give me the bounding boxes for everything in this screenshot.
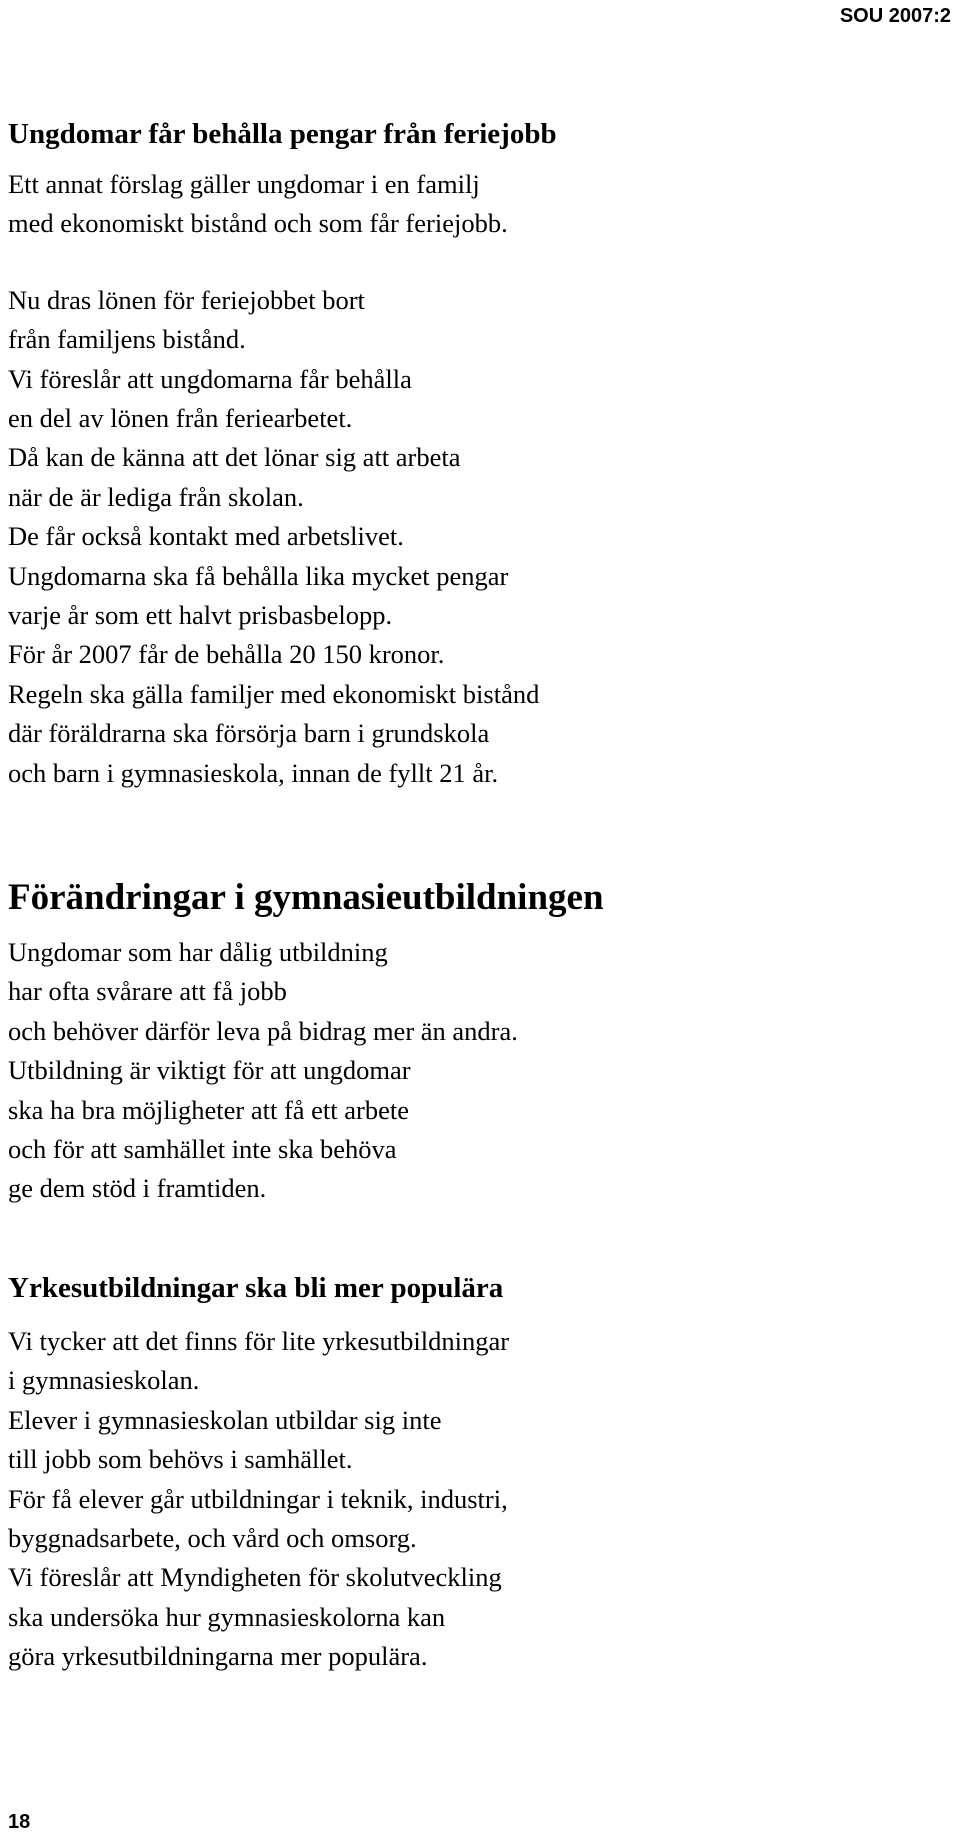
section-upper-secondary-changes [8,875,940,1209]
section-heading: Yrkesutbildningar ska bli mer populära [8,1272,504,1304]
paragraph-line: Då kan de känna att det lönar sig att arbeta [8,442,461,473]
paragraph-gap [8,244,940,281]
paragraph-line: Vi föreslår att ungdomarna får behålla [8,363,412,394]
paragraph-line: De får också kontakt med arbetslivet. [8,521,404,552]
paragraph-line: Ungdomar som har dålig utbildning [8,937,388,967]
paragraph-line: och för att samhället inte ska behöva [8,1134,397,1165]
paragraph-line: Nu dras lönen för feriejobbet bort [8,284,365,315]
paragraph-line: Ett annat förslag gäller ungdomar i en familj [8,169,480,199]
section-heading: Ungdomar får behålla pengar från feriejobb [8,118,557,150]
paragraph-line: i gymnasieskolan. [8,1365,200,1396]
paragraph-line: Utbildning är viktigt för att ungdomar [8,1055,411,1086]
paragraph-line: varje år som ett halvt prisbasbelopp. [8,600,393,631]
paragraph-line: när de är lediga från skolan. [8,481,304,512]
paragraph-line: Regeln ska gälla familjer med ekonomiskt bistånd [8,678,540,709]
paragraph-line: Vi tycker att det finns för lite yrkesutbildningar [8,1326,510,1356]
paragraph-line: byggnadsarbete, och vård och omsorg. [8,1523,417,1554]
paragraph-line: till jobb som behövs i samhället. [8,1444,353,1475]
paragraph-line: Ungdomarna ska få behålla lika mycket pengar [8,560,509,591]
paragraph-line: För år 2007 får de behålla 20 150 kronor. [8,639,445,670]
paragraph-line: ska ha bra möjligheter att få ett arbete [8,1094,409,1125]
paragraph-line: med ekonomiskt bistånd och som får feriejobb. [8,208,508,239]
paragraph-line: från familjens bistånd. [8,324,246,355]
section-heading: Förändringar i gymnasieutbildningen [8,877,604,918]
section-vocational-programmes [8,1270,940,1677]
paragraph-line: och barn i gymnasieskola, innan de fyllt 21 år. [8,757,499,788]
paragraph-line: ska undersöka hur gymnasieskolorna kan [8,1601,446,1632]
paragraph-line: ge dem stöd i framtiden. [8,1173,267,1204]
paragraph-line: har ofta svårare att få jobb [8,976,287,1007]
paragraph-line: Vi föreslår att Myndigheten för skolutveckling [8,1562,502,1593]
page-number: 18 [8,1811,31,1833]
paragraph-line: och behöver därför leva på bidrag mer än andra. [8,1015,518,1046]
document-id-header: SOU 2007:2 [839,5,951,27]
paragraph-line: en del av lönen från feriearbetet. [8,403,353,434]
paragraph-line: För få elever går utbildningar i teknik, industri, [8,1483,508,1514]
section-summer-jobs [8,116,940,793]
paragraph-line: göra yrkesutbildningarna mer populära. [8,1641,428,1672]
paragraph-line: Elever i gymnasieskolan utbildar sig inte [8,1404,442,1435]
paragraph-line: där föräldrarna ska försörja barn i grundskola [8,718,490,749]
